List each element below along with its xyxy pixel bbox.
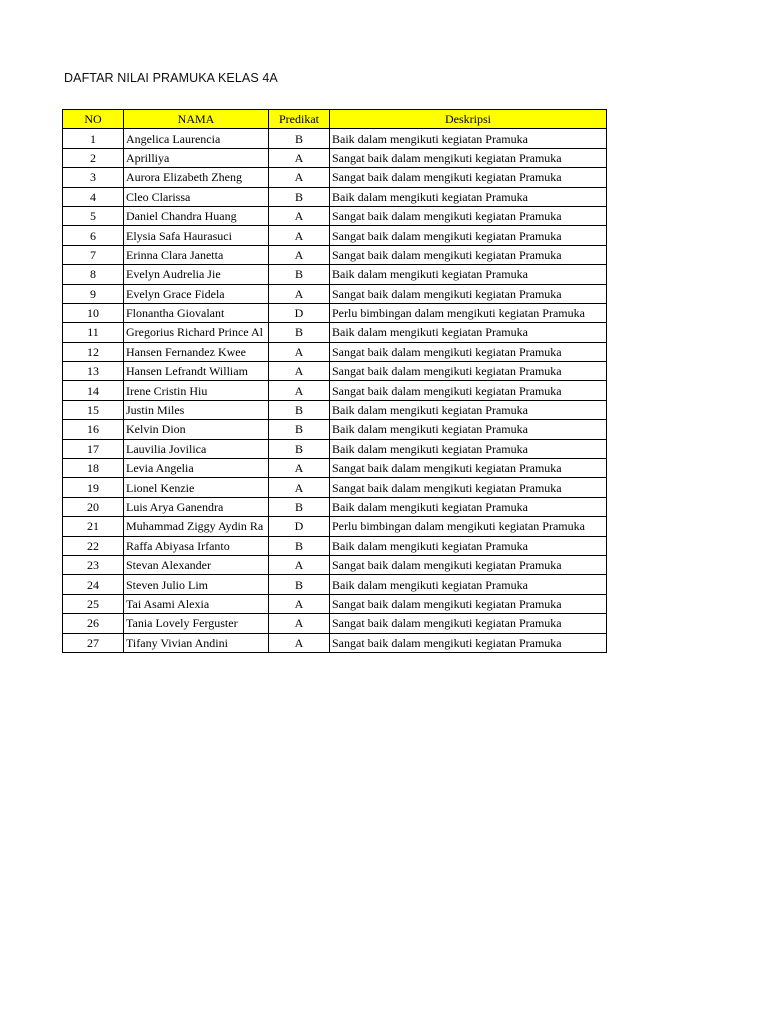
cell-no: 15 (63, 400, 124, 419)
table-row (63, 478, 607, 497)
cell-name: Daniel Chandra Huang (124, 206, 269, 225)
cell-description: Baik dalam mengikuti kegiatan Pramuka (330, 187, 607, 206)
cell-predicate: B (269, 420, 330, 439)
table-row (63, 265, 607, 284)
cell-description: Baik dalam mengikuti kegiatan Pramuka (330, 265, 607, 284)
table-row (63, 381, 607, 400)
table-row (63, 245, 607, 264)
table-body (63, 129, 607, 653)
cell-description: Sangat baik dalam mengikuti kegiatan Pramuka (330, 362, 607, 381)
cell-no: 21 (63, 517, 124, 536)
table-row (63, 303, 607, 322)
table-row (63, 614, 607, 633)
cell-no: 16 (63, 420, 124, 439)
cell-no: 13 (63, 362, 124, 381)
table-row (63, 633, 607, 652)
cell-predicate: B (269, 187, 330, 206)
cell-description: Sangat baik dalam mengikuti kegiatan Pramuka (330, 206, 607, 225)
cell-no: 7 (63, 245, 124, 264)
table-row (63, 342, 607, 361)
table-row (63, 536, 607, 555)
cell-description: Sangat baik dalam mengikuti kegiatan Pramuka (330, 226, 607, 245)
cell-name: Raffa Abiyasa Irfanto (124, 536, 269, 555)
cell-name: Evelyn Grace Fidela (124, 284, 269, 303)
table-row (63, 400, 607, 419)
header-name: NAMA (124, 110, 269, 129)
table-row (63, 168, 607, 187)
cell-predicate: A (269, 381, 330, 400)
grades-table (62, 109, 607, 653)
cell-description: Baik dalam mengikuti kegiatan Pramuka (330, 400, 607, 419)
cell-name: Aprilliya (124, 148, 269, 167)
cell-predicate: A (269, 245, 330, 264)
cell-description: Sangat baik dalam mengikuti kegiatan Pramuka (330, 284, 607, 303)
cell-predicate: D (269, 517, 330, 536)
table-row (63, 497, 607, 516)
cell-predicate: B (269, 400, 330, 419)
cell-predicate: B (269, 265, 330, 284)
header-row (63, 110, 607, 129)
cell-no: 14 (63, 381, 124, 400)
table-row (63, 187, 607, 206)
cell-name: Lauvilia Jovilica (124, 439, 269, 458)
cell-no: 20 (63, 497, 124, 516)
cell-no: 18 (63, 459, 124, 478)
cell-name: Tifany Vivian Andini (124, 633, 269, 652)
header-predicate: Predikat (269, 110, 330, 129)
cell-no: 6 (63, 226, 124, 245)
cell-name: Levia Angelia (124, 459, 269, 478)
cell-name: Justin Miles (124, 400, 269, 419)
cell-description: Baik dalam mengikuti kegiatan Pramuka (330, 129, 607, 148)
table-row (63, 555, 607, 574)
cell-description: Sangat baik dalam mengikuti kegiatan Pramuka (330, 148, 607, 167)
cell-name: Elysia Safa Haurasuci (124, 226, 269, 245)
cell-name: Erinna Clara Janetta (124, 245, 269, 264)
cell-description: Baik dalam mengikuti kegiatan Pramuka (330, 420, 607, 439)
cell-name: Cleo Clarissa (124, 187, 269, 206)
table-row (63, 148, 607, 167)
cell-name: Hansen Fernandez Kwee (124, 342, 269, 361)
cell-no: 12 (63, 342, 124, 361)
cell-no: 23 (63, 555, 124, 574)
cell-predicate: A (269, 168, 330, 187)
cell-name: Lionel Kenzie (124, 478, 269, 497)
cell-predicate: A (269, 148, 330, 167)
cell-description: Sangat baik dalam mengikuti kegiatan Pramuka (330, 633, 607, 652)
cell-description: Sangat baik dalam mengikuti kegiatan Pramuka (330, 478, 607, 497)
cell-description: Sangat baik dalam mengikuti kegiatan Pramuka (330, 459, 607, 478)
header-no: NO (63, 110, 124, 129)
cell-no: 4 (63, 187, 124, 206)
table-row (63, 206, 607, 225)
cell-predicate: A (269, 342, 330, 361)
table-row (63, 362, 607, 381)
cell-description: Baik dalam mengikuti kegiatan Pramuka (330, 497, 607, 516)
cell-name: Irene Cristin Hiu (124, 381, 269, 400)
table-header (63, 110, 607, 129)
cell-name: Angelica Laurencia (124, 129, 269, 148)
cell-description: Baik dalam mengikuti kegiatan Pramuka (330, 536, 607, 555)
cell-no: 25 (63, 594, 124, 613)
cell-description: Sangat baik dalam mengikuti kegiatan Pramuka (330, 342, 607, 361)
cell-predicate: A (269, 226, 330, 245)
cell-name: Steven Julio Lim (124, 575, 269, 594)
cell-no: 5 (63, 206, 124, 225)
cell-predicate: B (269, 439, 330, 458)
cell-description: Sangat baik dalam mengikuti kegiatan Pramuka (330, 555, 607, 574)
table-row (63, 594, 607, 613)
cell-description: Sangat baik dalam mengikuti kegiatan Pramuka (330, 614, 607, 633)
cell-name: Gregorius Richard Prince Al (124, 323, 269, 342)
document-title: DAFTAR NILAI PRAMUKA KELAS 4A (64, 71, 278, 85)
table-row (63, 129, 607, 148)
cell-predicate: D (269, 303, 330, 322)
cell-description: Sangat baik dalam mengikuti kegiatan Pramuka (330, 168, 607, 187)
cell-predicate: A (269, 284, 330, 303)
cell-no: 8 (63, 265, 124, 284)
cell-no: 11 (63, 323, 124, 342)
cell-no: 3 (63, 168, 124, 187)
table-row (63, 226, 607, 245)
cell-predicate: B (269, 536, 330, 555)
cell-no: 10 (63, 303, 124, 322)
cell-predicate: B (269, 497, 330, 516)
cell-no: 2 (63, 148, 124, 167)
table-row (63, 420, 607, 439)
table-row (63, 459, 607, 478)
cell-name: Muhammad Ziggy Aydin Ra (124, 517, 269, 536)
cell-description: Sangat baik dalam mengikuti kegiatan Pramuka (330, 594, 607, 613)
cell-name: Flonantha Giovalant (124, 303, 269, 322)
cell-description: Baik dalam mengikuti kegiatan Pramuka (330, 439, 607, 458)
cell-no: 1 (63, 129, 124, 148)
cell-predicate: A (269, 555, 330, 574)
cell-predicate: A (269, 614, 330, 633)
cell-predicate: A (269, 362, 330, 381)
cell-predicate: A (269, 594, 330, 613)
cell-name: Luis Arya Ganendra (124, 497, 269, 516)
cell-no: 19 (63, 478, 124, 497)
cell-predicate: B (269, 575, 330, 594)
table-row (63, 323, 607, 342)
cell-description: Perlu bimbingan dalam mengikuti kegiatan Pramuka (330, 303, 607, 322)
cell-no: 9 (63, 284, 124, 303)
cell-name: Stevan Alexander (124, 555, 269, 574)
header-description: Deskripsi (330, 110, 607, 129)
cell-predicate: B (269, 323, 330, 342)
cell-predicate: A (269, 206, 330, 225)
cell-description: Perlu bimbingan dalam mengikuti kegiatan Pramuka (330, 517, 607, 536)
cell-name: Aurora Elizabeth Zheng (124, 168, 269, 187)
cell-name: Tania Lovely Ferguster (124, 614, 269, 633)
cell-no: 27 (63, 633, 124, 652)
cell-predicate: B (269, 129, 330, 148)
cell-predicate: A (269, 633, 330, 652)
table-row (63, 439, 607, 458)
cell-no: 22 (63, 536, 124, 555)
cell-predicate: A (269, 478, 330, 497)
cell-no: 26 (63, 614, 124, 633)
cell-no: 24 (63, 575, 124, 594)
table-row (63, 575, 607, 594)
cell-description: Sangat baik dalam mengikuti kegiatan Pramuka (330, 381, 607, 400)
cell-name: Hansen Lefrandt William (124, 362, 269, 381)
cell-description: Baik dalam mengikuti kegiatan Pramuka (330, 323, 607, 342)
cell-name: Kelvin Dion (124, 420, 269, 439)
cell-predicate: A (269, 459, 330, 478)
cell-description: Sangat baik dalam mengikuti kegiatan Pramuka (330, 245, 607, 264)
cell-name: Tai Asami Alexia (124, 594, 269, 613)
cell-description: Baik dalam mengikuti kegiatan Pramuka (330, 575, 607, 594)
table-row (63, 517, 607, 536)
cell-no: 17 (63, 439, 124, 458)
table-row (63, 284, 607, 303)
cell-name: Evelyn Audrelia Jie (124, 265, 269, 284)
